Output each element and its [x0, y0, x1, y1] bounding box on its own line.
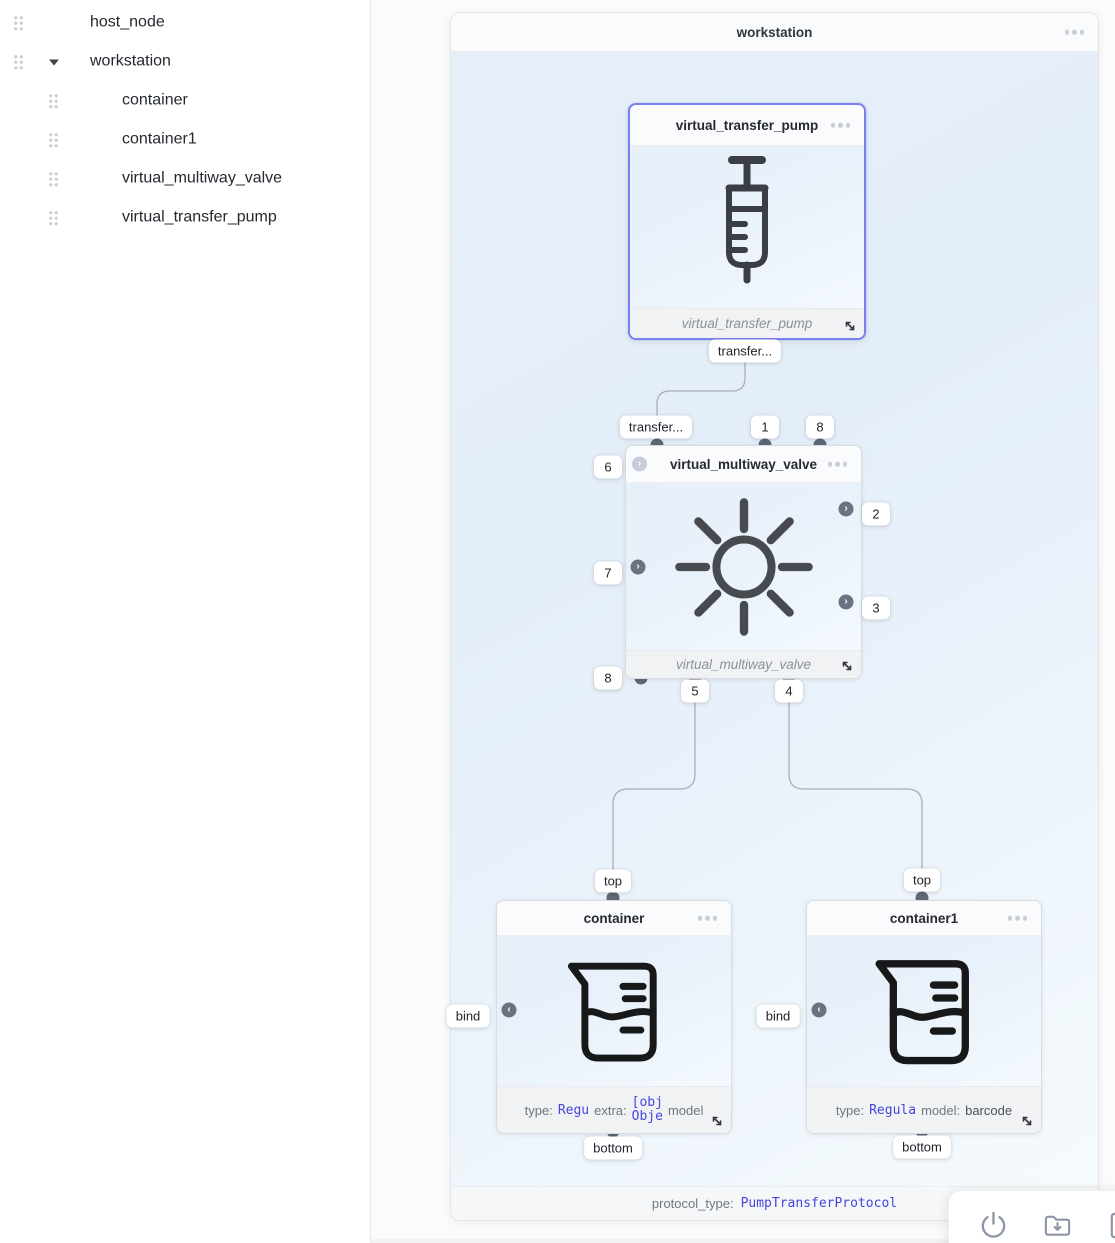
panel-title: workstation — [736, 24, 813, 40]
node-footer — [497, 1086, 731, 1133]
caret-down-icon[interactable] — [49, 59, 59, 65]
port-label-bottom: bottom — [584, 1137, 642, 1160]
protocol-type-value: PumpTransferProtocol — [740, 1196, 898, 1211]
type-label: type: — [524, 1102, 553, 1118]
node-container[interactable] — [496, 900, 732, 1134]
drag-handle-icon[interactable] — [13, 15, 24, 31]
node-title: container — [583, 910, 645, 926]
port-label-transfer: transfer... — [620, 416, 692, 439]
port-dot-bind[interactable] — [502, 1003, 517, 1018]
node-footer — [630, 308, 864, 338]
port-label-5: 5 — [681, 680, 709, 703]
model-value: barcode — [965, 1102, 1013, 1118]
chevron-left-icon: ‹ — [817, 1003, 821, 1015]
node-virtual-multiway-valve[interactable] — [625, 445, 862, 679]
node-footer-name: virtual_transfer_pump — [681, 316, 813, 331]
canvas-toolbar — [948, 1190, 1115, 1243]
node-menu-icon[interactable] — [698, 916, 718, 921]
port-dot-6[interactable] — [632, 457, 647, 472]
type-label: type: — [835, 1102, 865, 1118]
beaker-icon — [865, 952, 983, 1070]
workstation-panel-header[interactable] — [451, 13, 1098, 52]
node-virtual-transfer-pump[interactable] — [628, 103, 866, 340]
port-label-8: 8 — [594, 667, 622, 690]
resize-icon[interactable] — [710, 1114, 724, 1128]
protocol-type-label: protocol_type: — [651, 1196, 734, 1211]
chevron-right-icon: › — [636, 560, 640, 572]
chevron-right-icon: › — [844, 595, 848, 607]
tree-item-container[interactable] — [0, 81, 370, 120]
tree-item-label: container1 — [122, 130, 197, 148]
resize-icon[interactable] — [1020, 1114, 1034, 1128]
tree-item-label: virtual_transfer_pump — [122, 208, 277, 226]
port-label-4: 4 — [775, 680, 803, 703]
drag-handle-icon[interactable] — [13, 54, 24, 70]
port-label-top: top — [595, 870, 631, 893]
node-menu-icon[interactable] — [831, 123, 851, 128]
port-label-bind: bind — [757, 1005, 800, 1028]
node-body — [630, 146, 864, 308]
resize-icon[interactable] — [840, 659, 854, 673]
tree-item-container1[interactable] — [0, 120, 370, 159]
port-dot-2[interactable] — [839, 502, 854, 517]
node-container1[interactable] — [806, 900, 1042, 1134]
tree-item-host-node[interactable] — [0, 3, 370, 42]
tree-item-label: virtual_multiway_valve — [122, 169, 283, 187]
multiway-valve-icon — [668, 491, 820, 643]
node-header[interactable] — [630, 105, 864, 146]
file-icon[interactable] — [1106, 1210, 1115, 1241]
node-footer — [626, 650, 861, 678]
port-label-bind: bind — [447, 1005, 490, 1028]
extra-value: [obj Obje — [631, 1094, 663, 1124]
chevron-right-icon: › — [844, 502, 848, 514]
drag-handle-icon[interactable] — [48, 93, 59, 109]
type-value: Regu — [557, 1102, 590, 1118]
port-label-8: 8 — [806, 416, 834, 439]
tree-item-label: host_node — [90, 13, 165, 31]
node-header[interactable] — [807, 901, 1041, 936]
drag-handle-icon[interactable] — [48, 210, 59, 226]
port-label-bottom: bottom — [893, 1136, 951, 1159]
chevron-right-icon: › — [637, 457, 642, 469]
beaker-icon — [558, 955, 670, 1067]
port-label-transfer: transfer... — [709, 340, 781, 363]
resize-icon[interactable] — [843, 319, 857, 333]
sidebar — [0, 0, 371, 1243]
drag-handle-icon[interactable] — [48, 171, 59, 187]
port-label-7: 7 — [594, 562, 622, 585]
syringe-icon — [707, 152, 787, 302]
tree-item-virtual-transfer-pump[interactable] — [0, 198, 370, 237]
tree-item-workstation[interactable] — [0, 42, 370, 81]
node-menu-icon[interactable] — [1008, 916, 1028, 921]
port-dot-7[interactable] — [631, 560, 646, 575]
node-body — [626, 483, 861, 650]
type-value: Regula — [869, 1102, 917, 1118]
drag-handle-icon[interactable] — [48, 132, 59, 148]
tree-item-virtual-multiway-valve[interactable] — [0, 159, 370, 198]
node-title: virtual_transfer_pump — [675, 117, 819, 133]
port-dot-bind[interactable] — [812, 1003, 827, 1018]
tree-item-label: container — [122, 91, 188, 109]
node-title: virtual_multiway_valve — [669, 456, 818, 472]
node-header[interactable] — [497, 901, 731, 936]
node-tree — [0, 0, 370, 237]
port-label-top: top — [904, 869, 940, 892]
model-label: model — [667, 1102, 704, 1118]
node-header[interactable] — [626, 446, 861, 483]
panel-menu-icon[interactable] — [1065, 30, 1085, 35]
chevron-left-icon: ‹ — [507, 1003, 511, 1015]
folder-download-icon[interactable] — [1042, 1210, 1073, 1241]
node-menu-icon[interactable] — [828, 462, 848, 467]
node-body — [497, 936, 731, 1086]
node-title: container1 — [889, 910, 959, 926]
extra-label: extra: — [594, 1102, 627, 1118]
port-label-6: 6 — [594, 456, 622, 479]
port-dot-3[interactable] — [839, 595, 854, 610]
node-footer-name: virtual_multiway_valve — [675, 657, 812, 672]
power-icon[interactable] — [978, 1210, 1009, 1241]
port-label-1: 1 — [751, 416, 779, 439]
port-label-3: 3 — [862, 597, 890, 620]
tree-item-label: workstation — [90, 52, 171, 70]
node-body — [807, 936, 1041, 1086]
model-label: model: — [921, 1102, 961, 1118]
node-footer — [807, 1086, 1041, 1133]
port-label-2: 2 — [862, 503, 890, 526]
